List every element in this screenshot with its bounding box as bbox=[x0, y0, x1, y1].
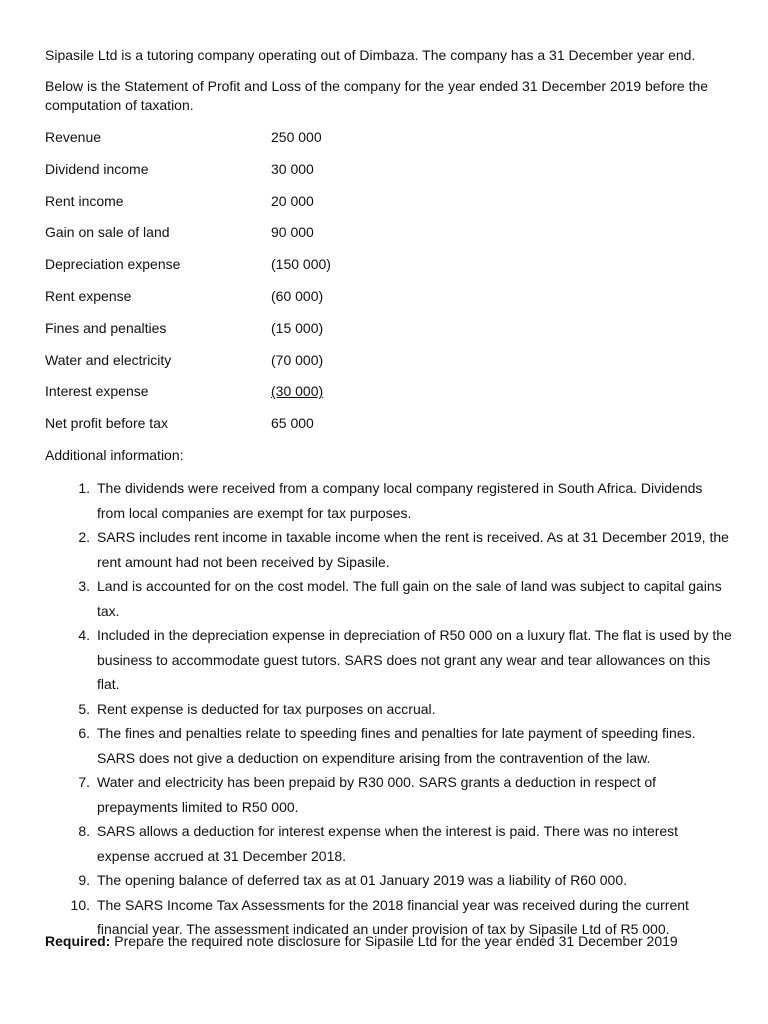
list-item-text: Land is accounted for on the cost model. The full gain on the sale of land was subject to capital gains tax. bbox=[97, 578, 722, 619]
statement-row-water-electricity bbox=[45, 351, 545, 383]
statement-label: Rent income bbox=[45, 192, 124, 209]
list-item-text: The dividends were received from a company local company registered in South Africa. Dividends from local companies are exempt for tax purposes. bbox=[97, 480, 703, 521]
statement-label: Interest expense bbox=[45, 383, 149, 400]
additional-info-list bbox=[45, 476, 735, 942]
statement-row-dividend-income bbox=[45, 160, 545, 192]
statement-label: Depreciation expense bbox=[45, 256, 181, 273]
list-item bbox=[45, 574, 735, 623]
statement-amount: 90 000 bbox=[271, 224, 314, 241]
list-item bbox=[45, 819, 735, 868]
list-item-number: 1. bbox=[78, 480, 90, 496]
statement-row-rent-expense bbox=[45, 287, 545, 319]
statement-label: Rent expense bbox=[45, 287, 132, 304]
list-item-text: Included in the depreciation expense in depreciation of R50 000 on a luxury flat. The flat is used by the business to accommodate guest tutors. SARS does not grant any wear and tear allowances on this flat. bbox=[97, 627, 732, 692]
statement-amount: (70 000) bbox=[271, 351, 324, 368]
statement-amount: 30 000 bbox=[271, 160, 314, 177]
statement-row-interest-expense bbox=[45, 382, 545, 414]
statement-amount: (30 000) bbox=[271, 383, 324, 400]
statement-label: Gain on sale of land bbox=[45, 224, 170, 241]
list-item-number: 3. bbox=[78, 578, 90, 594]
intro-paragraph-2: Below is the Statement of Profit and Loss of the company for the year ended 31 December 2019 before the computation of taxation. bbox=[45, 78, 709, 113]
intro-paragraph-1: Sipasile Ltd is a tutoring company operating out of Dimbaza. The company has a 31 December year end. bbox=[45, 47, 696, 63]
list-item-text: SARS allows a deduction for interest expense when the interest is paid. There was no interest expense accrued at 31 December 2018. bbox=[97, 823, 679, 864]
list-item-number: 7. bbox=[78, 774, 90, 790]
list-item-text: Water and electricity has been prepaid by R30 000. SARS grants a deduction in respect of prepayments limited to R50 000. bbox=[97, 774, 657, 815]
list-item bbox=[45, 770, 735, 819]
profit-loss-statement bbox=[45, 128, 545, 446]
list-item-number: 6. bbox=[78, 725, 90, 741]
statement-amount: 250 000 bbox=[271, 129, 322, 145]
statement-row-depreciation bbox=[45, 255, 545, 287]
statement-amount: (60 000) bbox=[271, 287, 324, 304]
list-item bbox=[45, 623, 735, 697]
list-item bbox=[45, 697, 735, 722]
required-instruction bbox=[45, 932, 678, 950]
required-label: Required: bbox=[45, 933, 111, 949]
statement-label: Revenue bbox=[45, 129, 102, 145]
list-item-number: 8. bbox=[78, 823, 90, 839]
list-item-text: The fines and penalties relate to speeding fines and penalties for late payment of speeding fines. SARS does not give a deduction on expenditure arising from the contravention of the law. bbox=[97, 725, 696, 766]
statement-row-net-profit bbox=[45, 414, 545, 446]
statement-label: Fines and penalties bbox=[45, 319, 167, 336]
statement-row-fines bbox=[45, 319, 545, 351]
statement-label: Dividend income bbox=[45, 160, 149, 177]
list-item-number: 4. bbox=[78, 627, 90, 643]
statement-amount: (15 000) bbox=[271, 319, 324, 336]
list-item-text: SARS includes rent income in taxable income when the rent is received. As at 31 December 2019, the rent amount had not been received by Sipasile. bbox=[97, 529, 729, 570]
statement-row-gain-on-sale bbox=[45, 223, 545, 255]
list-item-text: Rent expense is deducted for tax purposes on accrual. bbox=[97, 700, 436, 717]
statement-label: Net profit before tax bbox=[45, 415, 168, 432]
statement-row-rent-income bbox=[45, 192, 545, 224]
list-item-text: The opening balance of deferred tax as at 01 January 2019 was a liability of R60 000. bbox=[97, 872, 628, 888]
list-item-number: 2. bbox=[78, 529, 90, 545]
statement-amount: (150 000) bbox=[271, 256, 331, 273]
list-item bbox=[45, 476, 735, 525]
required-text: Prepare the required note disclosure for Sipasile Ltd for the year ended 31 December 2019 bbox=[110, 933, 678, 949]
statement-label: Water and electricity bbox=[45, 351, 172, 368]
list-item-number: 10. bbox=[70, 896, 90, 913]
list-item-text: The SARS Income Tax Assessments for the 2018 financial year was received during the current financial year. The assessment indicated an under provision of tax by Sipasile Ltd of R5 000. bbox=[97, 896, 689, 937]
list-item bbox=[45, 525, 735, 574]
list-item bbox=[45, 721, 735, 770]
statement-amount-cell bbox=[271, 382, 471, 400]
list-item-number: 9. bbox=[78, 872, 90, 888]
list-item bbox=[45, 868, 735, 893]
statement-amount: 65 000 bbox=[271, 415, 314, 432]
list-item-number: 5. bbox=[78, 700, 90, 717]
additional-info-heading: Additional information: bbox=[45, 447, 184, 463]
statement-amount: 20 000 bbox=[271, 192, 314, 209]
statement-row-revenue bbox=[45, 128, 545, 160]
